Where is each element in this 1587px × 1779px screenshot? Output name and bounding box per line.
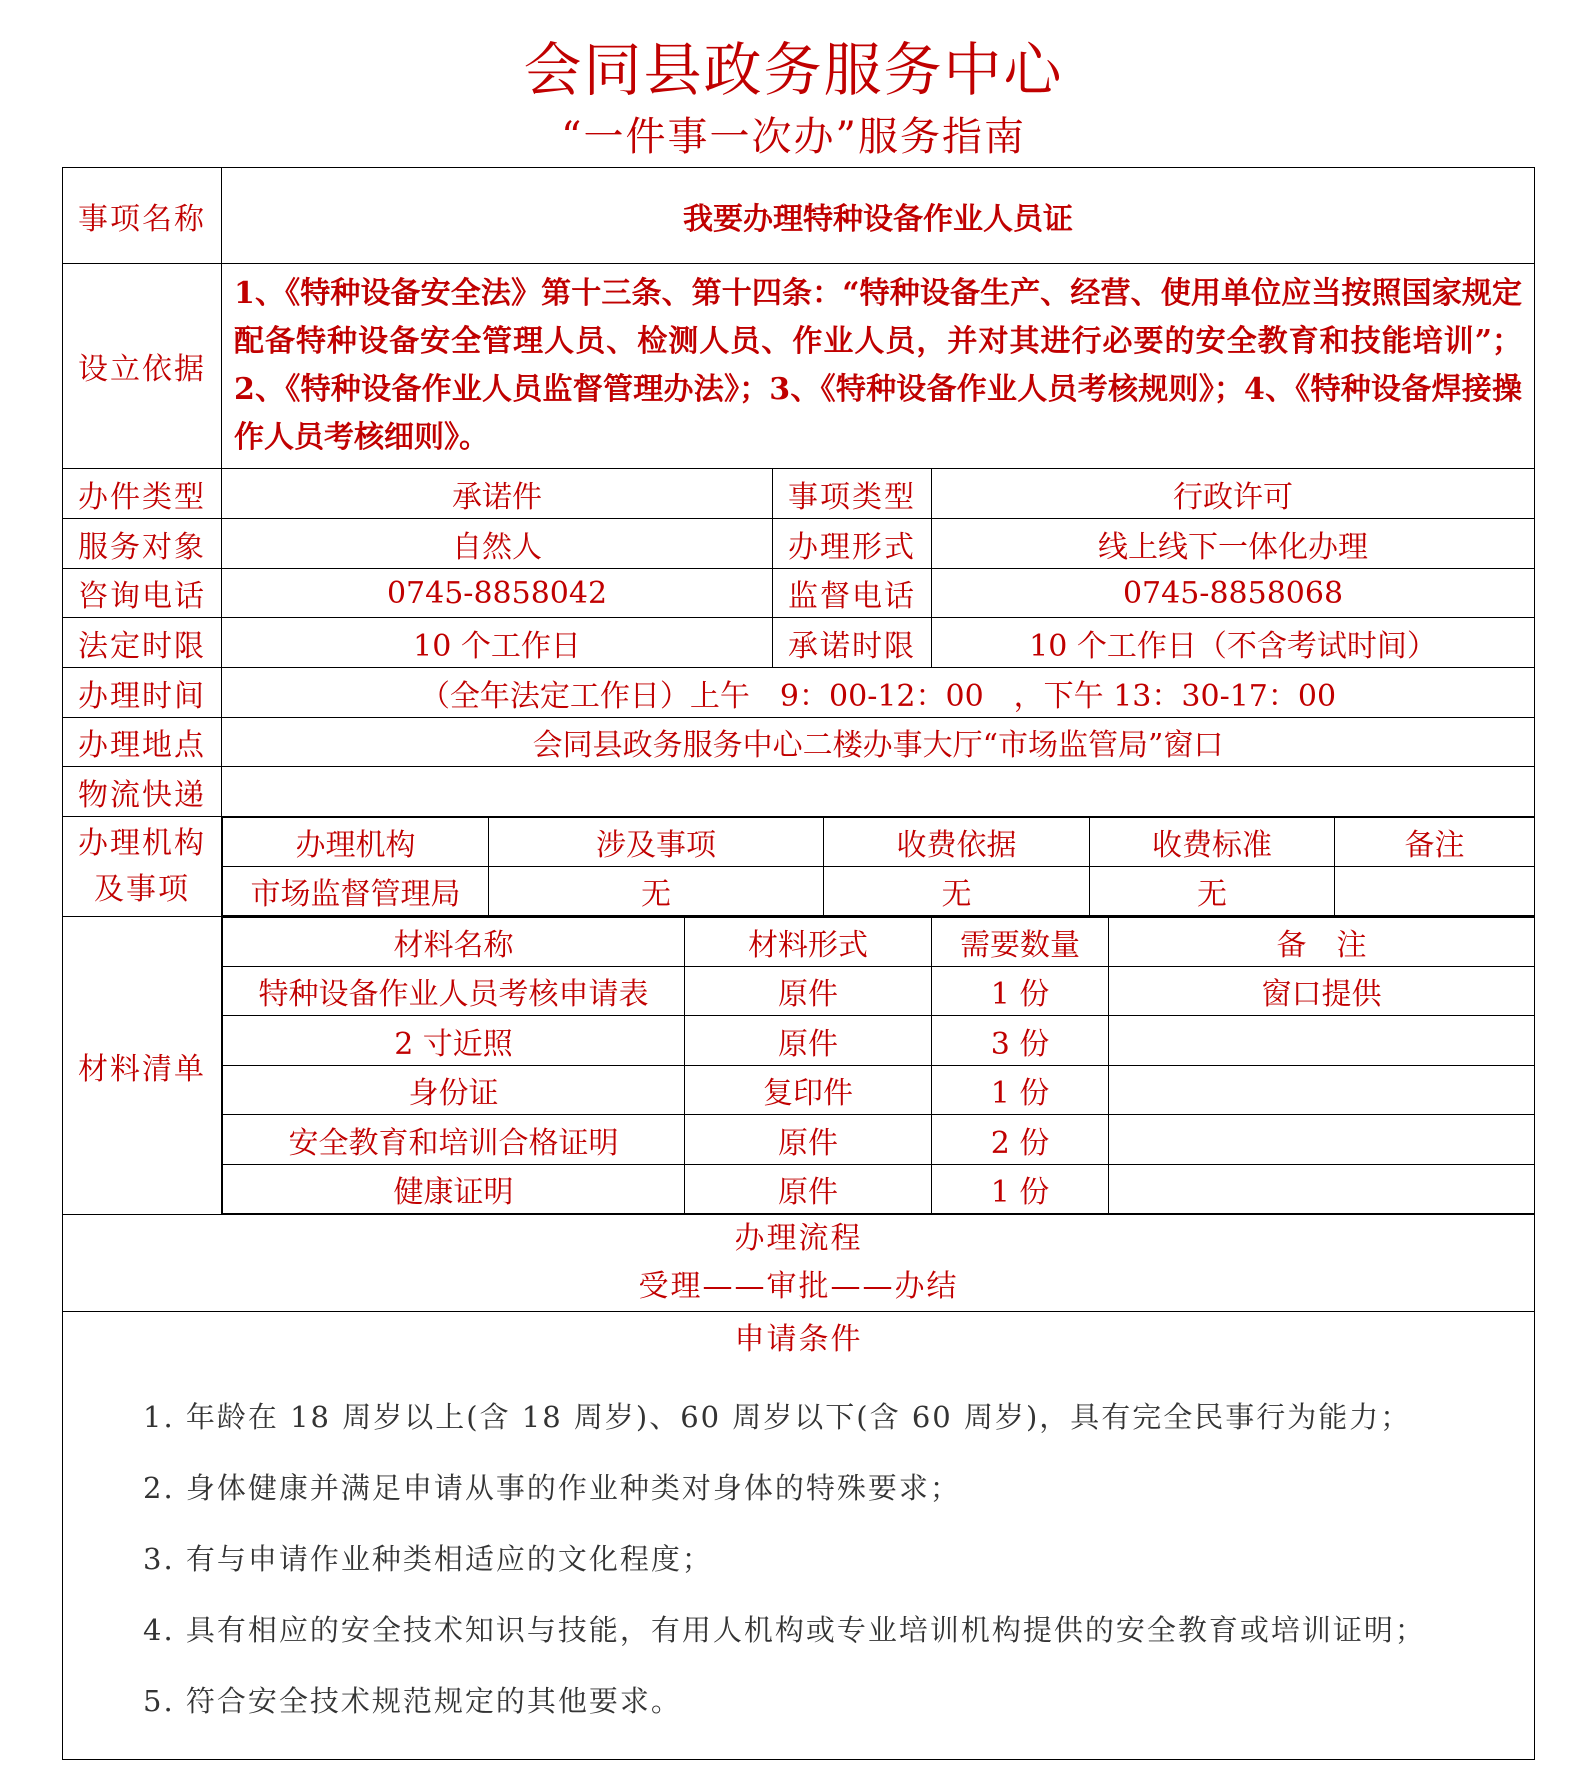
agency-value-fee-basis: 无 [824, 867, 1090, 916]
service-guide-table [62, 167, 1535, 1760]
label-service-target: 服务对象 [63, 519, 222, 569]
label-promise-limit: 承诺时限 [773, 618, 932, 668]
value-consult-phone: 0745-8858042 [222, 569, 773, 618]
label-agency-items-line2: 及事项 [94, 871, 190, 907]
material-quantity: 2 份 [932, 1115, 1109, 1165]
row-basis [63, 264, 1535, 469]
label-case-type: 办件类型 [63, 469, 222, 519]
row-phones [63, 569, 1535, 618]
value-item-type: 行政许可 [932, 469, 1535, 519]
material-quantity: 1 份 [932, 1165, 1109, 1214]
row-agency [63, 817, 1535, 917]
material-quantity: 1 份 [932, 967, 1109, 1016]
materials-header-form: 材料形式 [685, 918, 932, 967]
value-handling-form: 线上线下一体化办理 [932, 519, 1535, 569]
label-item-name: 事项名称 [63, 168, 222, 264]
agency-table [222, 817, 1535, 916]
condition-item: 1. 年龄在 18 周岁以上(含 18 周岁)、60 周岁以下(含 60 周岁)，具有完全民事行为能力； [143, 1400, 1412, 1434]
material-remark [1109, 1115, 1535, 1165]
material-row [223, 1115, 1535, 1165]
material-remark [1109, 1066, 1535, 1115]
material-remark [1109, 1165, 1535, 1214]
value-handling-place: 会同县政务服务中心二楼办事大厅“市场监管局”窗口 [222, 718, 1535, 767]
value-handling-time: （全年法定工作日）上午 9：00-12：00 ，下午 13：30-17：00 [222, 668, 1535, 718]
value-service-target: 自然人 [222, 519, 773, 569]
agency-header-remark: 备注 [1335, 818, 1535, 867]
row-service-target [63, 519, 1535, 569]
process-steps: 受理——审批——办结 [638, 1269, 959, 1304]
label-handling-time: 办理时间 [63, 668, 222, 718]
material-remark: 窗口提供 [1109, 967, 1535, 1016]
row-time-limits [63, 618, 1535, 668]
row-handling-time [63, 668, 1535, 718]
label-handling-form: 办理形式 [773, 519, 932, 569]
row-process [63, 1215, 1535, 1312]
agency-value-items: 无 [489, 867, 824, 916]
materials-header-remark: 备 注 [1109, 918, 1535, 967]
agency-header-row [223, 818, 1535, 867]
label-item-type: 事项类型 [773, 469, 932, 519]
label-legal-limit: 法定时限 [63, 618, 222, 668]
material-row [223, 1165, 1535, 1214]
conditions-list [63, 1368, 1534, 1737]
material-name: 2 寸近照 [223, 1016, 685, 1066]
row-item-name [63, 168, 1535, 264]
agency-header-fee-standard: 收费标准 [1090, 818, 1335, 867]
process-cell [63, 1215, 1535, 1312]
label-logistics: 物流快递 [63, 767, 222, 817]
material-name: 安全教育和培训合格证明 [223, 1115, 685, 1165]
agency-header-fee-basis: 收费依据 [824, 818, 1090, 867]
conditions-title: 申请条件 [734, 1322, 863, 1357]
material-quantity: 3 份 [932, 1016, 1109, 1066]
agency-value-fee-standard: 无 [1090, 867, 1335, 916]
materials-table-cell [222, 917, 1535, 1215]
agency-value-remark [1335, 867, 1535, 916]
materials-header-row [223, 918, 1535, 967]
row-logistics [63, 767, 1535, 817]
material-quantity: 1 份 [932, 1066, 1109, 1115]
agency-header-agency: 办理机构 [223, 818, 489, 867]
material-form: 复印件 [685, 1066, 932, 1115]
label-agency-items-line1: 办理机构 [78, 825, 206, 861]
value-supervise-phone: 0745-8858068 [932, 569, 1535, 618]
material-name: 特种设备作业人员考核申请表 [223, 967, 685, 1016]
agency-row [223, 867, 1535, 916]
row-conditions [63, 1312, 1535, 1760]
material-form: 原件 [685, 967, 932, 1016]
label-consult-phone: 咨询电话 [63, 569, 222, 618]
label-materials: 材料清单 [63, 917, 222, 1215]
materials-table [222, 917, 1535, 1214]
page-title: 会同县政务服务中心 [523, 36, 1064, 104]
agency-table-cell [222, 817, 1535, 917]
agency-header-items: 涉及事项 [489, 818, 824, 867]
row-materials [63, 917, 1535, 1215]
conditions-cell [63, 1312, 1535, 1760]
materials-header-quantity: 需要数量 [932, 918, 1109, 967]
material-row [223, 1016, 1535, 1066]
material-name: 健康证明 [223, 1165, 685, 1214]
agency-value-agency: 市场监督管理局 [223, 867, 489, 916]
value-basis: 1、《特种设备安全法》第十三条、第十四条：“特种设备生产、经营、使用单位应当按照国家规定配备特种设备安全管理人员、检测人员、作业人员，并对其进行必要的安全教育和技能培训”；2、《特种设备作业人员监督管理办法》；3、《特种设备作业人员考核规则》；4、《特种设备焊接操作人员考核细则》。 [222, 264, 1535, 469]
material-form: 原件 [685, 1115, 932, 1165]
material-remark [1109, 1016, 1535, 1066]
material-name: 身份证 [223, 1066, 685, 1115]
row-handling-place [63, 718, 1535, 767]
label-supervise-phone: 监督电话 [773, 569, 932, 618]
material-form: 原件 [685, 1016, 932, 1066]
condition-item: 4. 具有相应的安全技术知识与技能，有用人机构或专业培训机构提供的安全教育或培训证明； [143, 1613, 1426, 1647]
page-subtitle: “一件事一次办”服务指南 [561, 114, 1026, 160]
value-item-name: 我要办理特种设备作业人员证 [222, 168, 1535, 264]
material-row [223, 967, 1535, 1016]
value-promise-limit: 10 个工作日（不含考试时间） [932, 618, 1535, 668]
process-title: 办理流程 [734, 1221, 863, 1256]
material-row [223, 1066, 1535, 1115]
label-agency-items [63, 817, 222, 917]
condition-item: 2. 身体健康并满足申请从事的作业种类对身体的特殊要求； [143, 1471, 961, 1505]
value-legal-limit: 10 个工作日 [222, 618, 773, 668]
materials-header-name: 材料名称 [223, 918, 685, 967]
material-form: 原件 [685, 1165, 932, 1214]
value-case-type: 承诺件 [222, 469, 773, 519]
condition-item: 5. 符合安全技术规范规定的其他要求。 [143, 1684, 682, 1718]
value-logistics [222, 767, 1535, 817]
label-handling-place: 办理地点 [63, 718, 222, 767]
row-case-type [63, 469, 1535, 519]
label-basis: 设立依据 [63, 264, 222, 469]
condition-item: 3. 有与申请作业种类相适应的文化程度； [143, 1542, 713, 1576]
